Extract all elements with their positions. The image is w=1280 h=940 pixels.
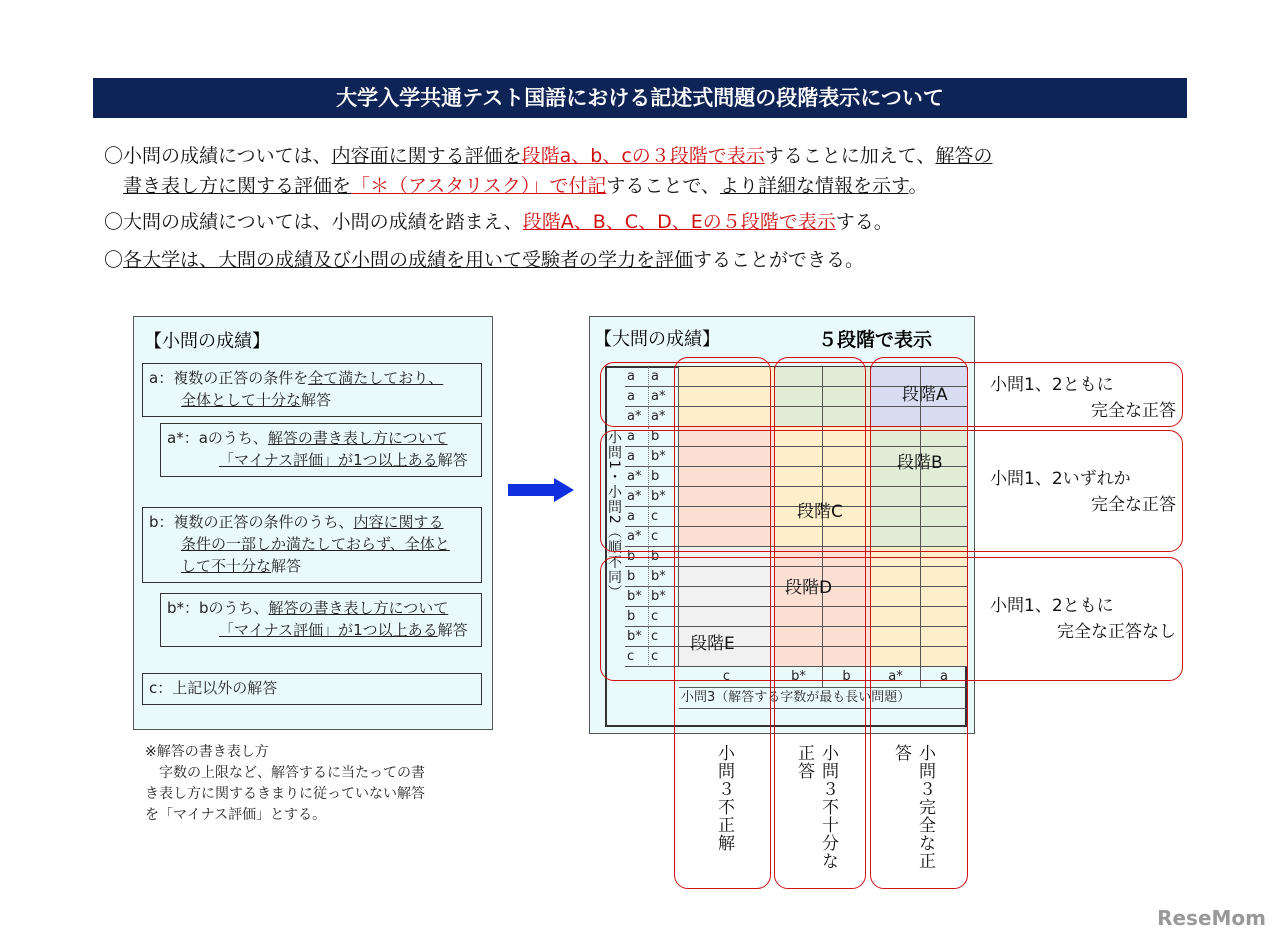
matrix-cell — [921, 527, 968, 547]
grade-a-text: a：複数の正答の条件を — [149, 369, 309, 387]
matrix-cell — [679, 527, 775, 547]
note-line: を「マイナス評価」とする。 — [145, 807, 327, 823]
matrix-cell — [871, 607, 921, 627]
matrix-cell — [921, 627, 968, 647]
grade-b-text3: して不十分な — [181, 557, 272, 575]
grade-b-text: b：複数の正答の条件のうち、 — [149, 513, 354, 531]
column-caption: 小問3（解答する字数が最も長い問題） — [679, 688, 968, 709]
matrix-cell — [871, 487, 921, 507]
grade-astar-text: a*：aのうち、 — [167, 429, 268, 447]
matrix-cell — [775, 387, 823, 407]
stage-label: 段階C — [797, 502, 843, 522]
grade-astar-underline: 解答の書き表し方について — [267, 429, 448, 447]
matrix-cell — [679, 567, 775, 587]
bullet-text: する。 — [835, 211, 893, 233]
grade-bstar-text: b*：bのうち、 — [167, 599, 269, 617]
note-line: き表し方に関するきまりに従っていない解答 — [145, 786, 425, 802]
matrix-cell — [871, 507, 921, 527]
row-grade-2: b — [649, 547, 679, 567]
grade-a-text3: 解答 — [301, 391, 332, 409]
column-group-label: 小問３完全な正答 — [891, 744, 935, 870]
matrix-cell — [775, 647, 823, 667]
row-grade-2: c — [649, 527, 679, 547]
row-group-label: 完全な正答 — [1091, 401, 1176, 421]
bullet-line — [104, 208, 893, 236]
row-grade-1: a — [625, 447, 649, 467]
row-grade-1: a — [625, 427, 649, 447]
large-panel-subheading: ５段階で表示 — [818, 329, 933, 351]
row-group-label: 完全な正答なし — [1057, 622, 1176, 642]
grade-a-box — [142, 363, 482, 417]
small-panel-heading: 【小問の成績】 — [144, 331, 270, 352]
matrix-cell — [679, 487, 775, 507]
matrix-cell — [775, 547, 823, 567]
row-grade-1: a* — [625, 467, 649, 487]
row-grade-1: a — [625, 387, 649, 407]
row-grade-1: a* — [625, 487, 649, 507]
bullet-text: 各大学は、大問の成績及び小問の成績を用いて受験者の学力を評価 — [123, 249, 694, 271]
matrix-cell — [775, 607, 823, 627]
row-grade-2: b* — [649, 447, 679, 467]
large-panel-heading: 【大問の成績】 — [594, 329, 720, 350]
column-grade: b — [823, 667, 871, 688]
bullet-text: 〇小問の成績については、 — [104, 145, 332, 167]
grade-a-text2: 全体として十分な — [181, 391, 302, 409]
grade-bstar-text2: 「マイナス評価」が1つ以上ある — [219, 621, 438, 639]
matrix-cell — [679, 407, 775, 427]
highlight-text: 「＊（アスタリスク）」で付記 — [351, 175, 607, 197]
matrix-cell — [823, 627, 871, 647]
matrix-cell — [679, 507, 775, 527]
bullet-text: 解答の — [935, 145, 993, 167]
matrix-cell — [679, 367, 775, 387]
highlight-text: 段階A、B、C、D、Eの５段階で表示 — [522, 211, 836, 233]
bullet-text: 書き表し方に関する評価を — [123, 175, 352, 197]
bullet-text: 内容面に関する評価を — [331, 145, 522, 167]
bullet-line — [104, 246, 864, 274]
bullet-text: 〇大問の成績については、小問の成績を踏まえ、 — [104, 211, 523, 233]
matrix-cell — [679, 427, 775, 447]
stage-label: 段階E — [690, 634, 735, 654]
matrix-cell — [871, 427, 921, 447]
matrix-cell — [921, 407, 968, 427]
matrix-cell — [775, 367, 823, 387]
slide-title: 大学入学共通テスト国語における記述式問題の段階表示について — [93, 78, 1187, 118]
matrix-cell — [679, 607, 775, 627]
bullet-text: より詳細な情報を示す — [720, 175, 909, 197]
note-line: ※解答の書き表し方 — [145, 744, 269, 760]
row-group-label: 小問1、2いずれか — [990, 469, 1131, 489]
matrix-cell — [921, 587, 968, 607]
bullet-text: することに加えて、 — [764, 145, 936, 167]
row-grade-2: c — [649, 627, 679, 647]
column-grade: a — [921, 667, 968, 688]
matrix-cell — [823, 607, 871, 627]
matrix-cell — [823, 407, 871, 427]
matrix-cell — [679, 467, 775, 487]
matrix-cell — [775, 467, 823, 487]
bullet-text — [104, 175, 123, 197]
matrix-cell — [679, 387, 775, 407]
matrix-cell — [823, 467, 871, 487]
matrix-cell — [871, 567, 921, 587]
matrix-cell — [823, 647, 871, 667]
grade-astar-box — [160, 423, 482, 477]
row-group-label: 小問1、2ともに — [990, 596, 1114, 616]
matrix-cell — [823, 427, 871, 447]
matrix-cell — [775, 427, 823, 447]
grade-matrix — [605, 366, 967, 727]
grade-b-underline: 内容に関する — [353, 513, 444, 531]
matrix-cell — [775, 407, 823, 427]
small-question-panel — [133, 316, 493, 730]
right-arrow-icon — [508, 478, 576, 502]
grade-bstar-box — [160, 593, 482, 647]
stage-label: 段階A — [902, 385, 948, 405]
row-grade-1: b — [625, 607, 649, 627]
column-grade: c — [679, 667, 775, 688]
row-grade-1: b* — [625, 627, 649, 647]
column-group-label: 小問３不十分な正答 — [794, 744, 838, 870]
row-axis-label: 小問1・小問2（順不同） — [606, 430, 622, 600]
matrix-cell — [871, 407, 921, 427]
matrix-cell — [823, 387, 871, 407]
matrix-cell — [871, 627, 921, 647]
matrix-cell — [775, 447, 823, 467]
column-grade: a* — [871, 667, 921, 688]
bullet-line — [104, 142, 992, 170]
matrix-cell — [871, 587, 921, 607]
matrix-cell — [679, 587, 775, 607]
matrix-cell — [871, 527, 921, 547]
bullet-text: することで、 — [606, 175, 721, 197]
row-group-label: 完全な正答 — [1091, 495, 1176, 515]
matrix-cell — [679, 547, 775, 567]
row-grade-2: a* — [649, 387, 679, 407]
matrix-cell — [921, 647, 968, 667]
row-grade-1: a — [625, 507, 649, 527]
grade-b-text4: 解答 — [271, 557, 302, 575]
row-grade-2: c — [649, 507, 679, 527]
note-line: 字数の上限など、解答するに当たっての書 — [145, 765, 425, 781]
matrix-cell — [823, 447, 871, 467]
bullet-text: 。 — [908, 175, 928, 197]
grade-bstar-text3: 解答 — [437, 621, 468, 639]
grade-astar-text2: 「マイナス評価」が1つ以上ある — [219, 451, 438, 469]
grade-bstar-underline: 解答の書き表し方について — [268, 599, 449, 617]
row-grade-2: a — [649, 367, 679, 387]
grade-c-box: c：上記以外の解答 — [142, 673, 482, 705]
matrix-cell — [921, 487, 968, 507]
matrix-cell — [775, 527, 823, 547]
row-grade-2: c — [649, 647, 679, 667]
grade-b-text2: 条件の一部しか満たしておらず、全体と — [181, 535, 450, 553]
row-grade-1: c — [625, 647, 649, 667]
row-grade-1: a* — [625, 407, 649, 427]
note — [145, 742, 425, 826]
matrix-cell — [921, 427, 968, 447]
row-grade-2: b* — [649, 487, 679, 507]
bullet-text: 〇 — [104, 249, 124, 271]
row-grade-1: b — [625, 567, 649, 587]
matrix-cell — [871, 647, 921, 667]
column-group-label: 小問３不正解 — [714, 744, 734, 852]
matrix-cell — [823, 547, 871, 567]
row-grade-2: a* — [649, 407, 679, 427]
row-grade-1: a* — [625, 527, 649, 547]
matrix-cell — [823, 527, 871, 547]
stage-label: 段階B — [897, 453, 943, 473]
grade-b-box — [142, 507, 482, 583]
bullet-text: することができる。 — [693, 249, 865, 271]
watermark-logo: ReseMom — [1157, 906, 1266, 930]
matrix-cell — [921, 507, 968, 527]
row-grade-2: c — [649, 607, 679, 627]
highlight-text: 段階a、b、cの３段階で表示 — [521, 145, 765, 167]
row-grade-1: a — [625, 367, 649, 387]
matrix-cell — [921, 567, 968, 587]
matrix-cell — [921, 547, 968, 567]
row-grade-2: b — [649, 427, 679, 447]
stage-label: 段階D — [785, 578, 833, 598]
bullet-line — [104, 172, 928, 200]
matrix-cell — [921, 607, 968, 627]
matrix-cell — [679, 447, 775, 467]
matrix-cell — [871, 547, 921, 567]
row-grade-2: b* — [649, 567, 679, 587]
grade-a-underline: 全て満たしており、 — [308, 369, 444, 387]
row-group-label: 小問1、2ともに — [990, 375, 1114, 395]
grade-astar-text3: 解答 — [437, 451, 468, 469]
row-grade-1: b — [625, 547, 649, 567]
row-grade-2: b — [649, 467, 679, 487]
row-grade-2: b* — [649, 587, 679, 607]
matrix-cell — [775, 627, 823, 647]
matrix-cell — [823, 367, 871, 387]
row-grade-1: b* — [625, 587, 649, 607]
column-grade: b* — [775, 667, 823, 688]
